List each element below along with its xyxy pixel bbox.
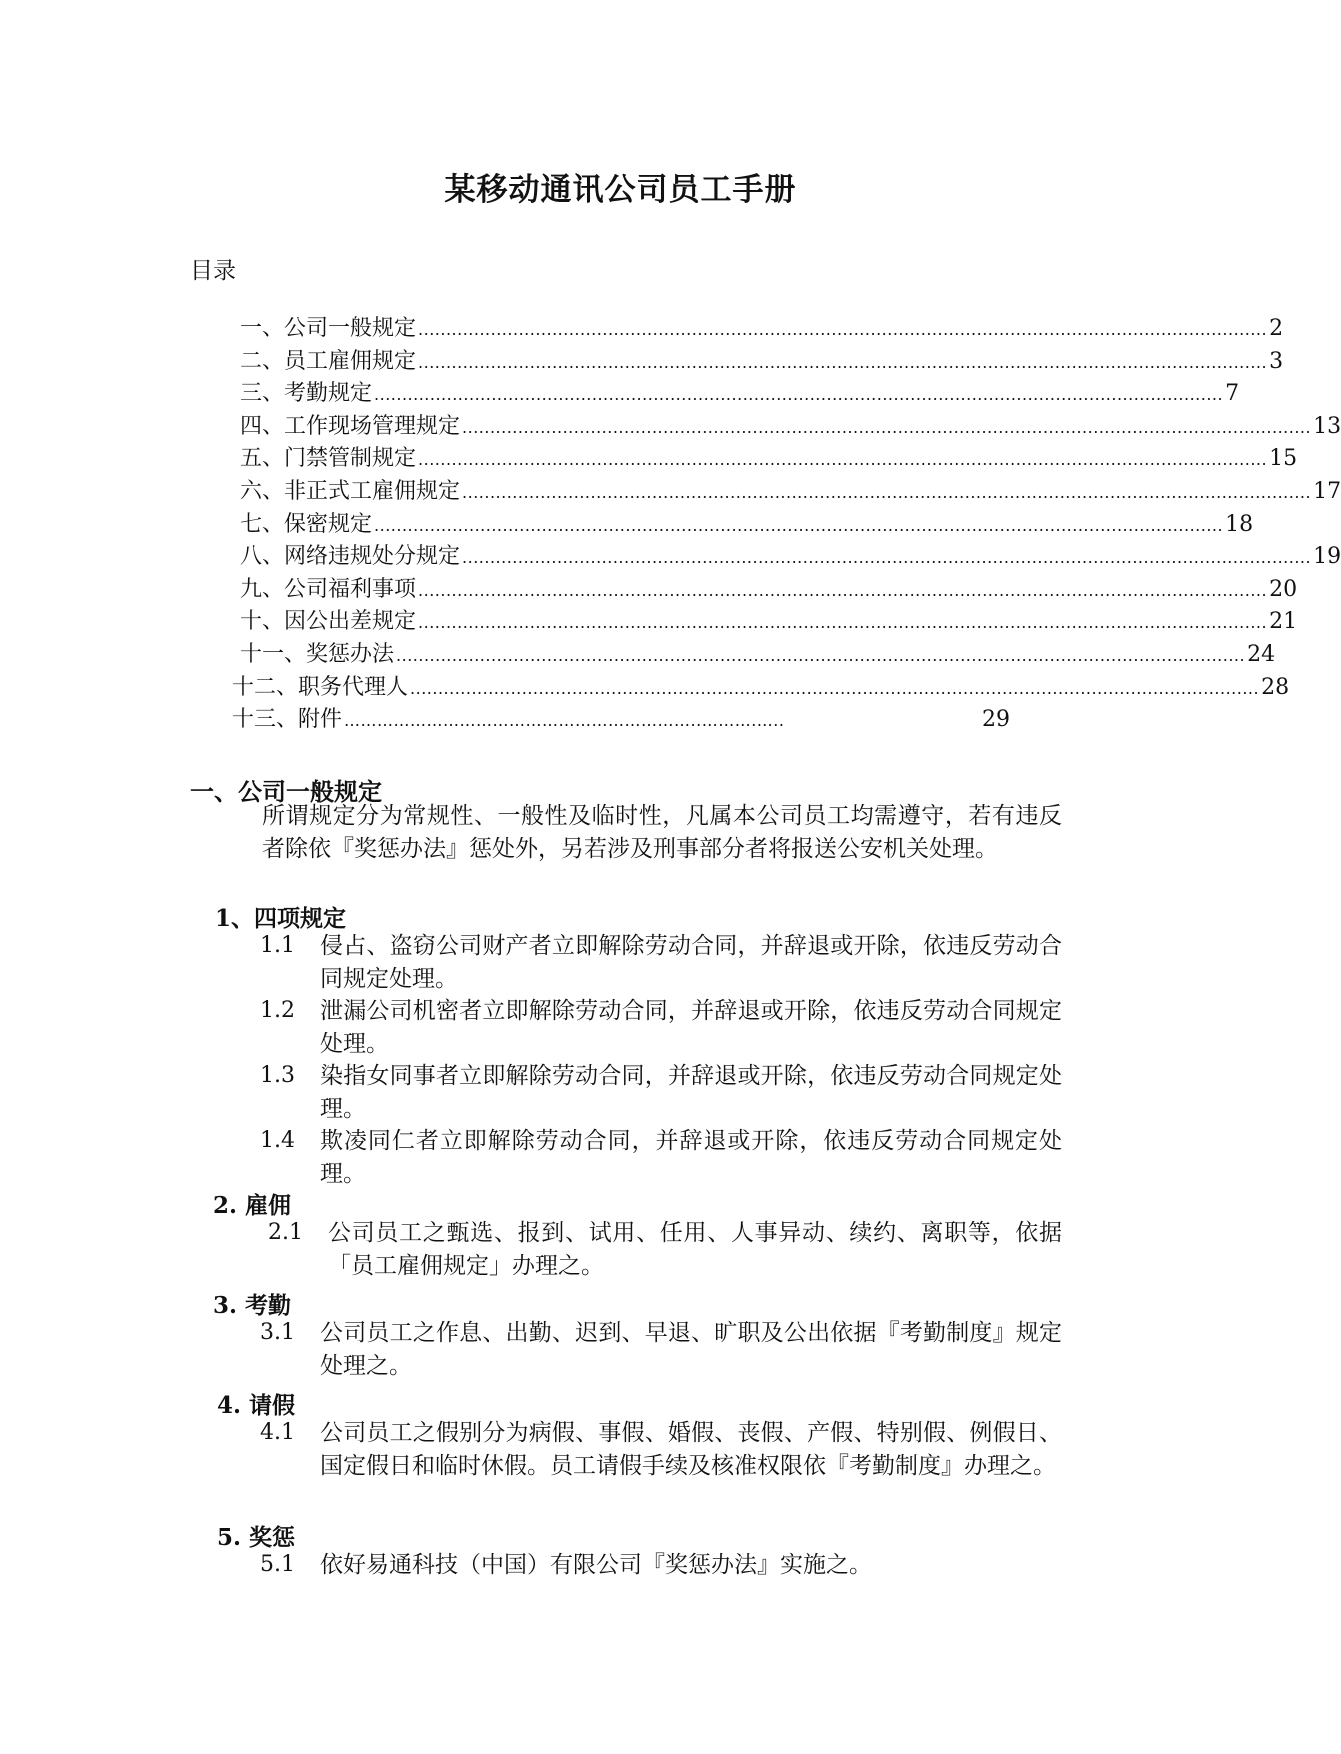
item-text: 公司员工之甄选、报到、试用、任用、人事异动、续约、离职等，依据「员工雇佣规定」办理之。 <box>328 1220 1062 1279</box>
subsection-heading: 5. 奖惩 <box>217 1524 296 1551</box>
toc-entry-page: 3 <box>1269 348 1284 374</box>
toc-entry[interactable] <box>240 313 1284 346</box>
table-of-contents <box>232 313 1341 737</box>
subsection-heading: 4. 请假 <box>217 1392 296 1419</box>
toc-entry-title: 二、员工雇佣规定 <box>240 348 417 374</box>
toc-entry[interactable] <box>240 639 1276 672</box>
toc-leader-dots: ........................................................................................................................................................ <box>374 385 1224 405</box>
toc-leader-dots: ........................................................................................................................................................ <box>418 613 1268 633</box>
subsection-heading: 1、四项规定 <box>215 905 347 932</box>
item-text: 侵占、盗窃公司财产者立即解除劳动合同，并辞退或开除，依违反劳动合同规定处理。 <box>320 933 1062 992</box>
item-number: 1.4 <box>260 1128 295 1153</box>
toc-entry-page: 28 <box>1261 674 1290 700</box>
toc-entry[interactable] <box>240 346 1284 379</box>
toc-entry-page: 15 <box>1269 446 1298 472</box>
toc-entry-title: 三、考勤规定 <box>240 381 373 407</box>
toc-entry[interactable] <box>240 443 1298 476</box>
toc-entry-page: 19 <box>1313 544 1341 570</box>
toc-entry-page: 24 <box>1247 641 1276 667</box>
toc-leader-dots: ........................................................................................................................................................ <box>374 515 1224 535</box>
toc-entry[interactable] <box>240 411 1341 444</box>
item-text: 泄漏公司机密者立即解除劳动合同，并辞退或开除，依违反劳动合同规定处理。 <box>320 998 1062 1057</box>
item-number: 2.1 <box>268 1220 303 1245</box>
item-text: 依好易通科技（中国）有限公司『奖惩办法』实施之。 <box>320 1552 872 1578</box>
item-number: 3.1 <box>260 1320 295 1345</box>
list-item <box>260 1549 1062 1582</box>
list-item <box>260 1060 1062 1125</box>
list-item <box>260 1125 1062 1190</box>
toc-entry-page: 20 <box>1269 576 1298 602</box>
item-number: 5.1 <box>260 1552 295 1577</box>
toc-leader-dots: ........................................................................................................................................................ <box>462 482 1312 502</box>
toc-entry-title: 十二、职务代理人 <box>232 674 409 700</box>
toc-entry[interactable] <box>240 476 1341 509</box>
toc-leader-dots: ........................................................................................................................................................ <box>418 580 1268 600</box>
toc-entry-title: 七、保密规定 <box>240 511 373 537</box>
item-text: 公司员工之假别分为病假、事假、婚假、丧假、产假、特别假、例假日、国定假日和临时休假。员工请假手续及核准权限依『考勤制度』办理之。 <box>320 1420 1062 1479</box>
toc-entry-title: 一、公司一般规定 <box>240 316 417 341</box>
toc-entry-title: 十一、奖惩办法 <box>240 641 395 667</box>
toc-entry-title: 九、公司福利事项 <box>240 576 417 602</box>
toc-entry[interactable] <box>232 672 1290 705</box>
item-text: 公司员工之作息、出勤、迟到、早退、旷职及公出依据『考勤制度』规定处理之。 <box>320 1320 1062 1379</box>
toc-entry-page: 13 <box>1313 413 1341 439</box>
toc-entry[interactable] <box>240 574 1298 607</box>
item-number: 4.1 <box>260 1420 295 1445</box>
toc-entry-page: 2 <box>1269 316 1284 341</box>
list-item <box>260 930 1062 995</box>
toc-entry-title: 五、门禁管制规定 <box>240 446 417 472</box>
toc-leader-dots: ………………………………………………………..……….….. <box>344 711 785 731</box>
toc-entry[interactable] <box>240 378 1240 411</box>
section-heading: 一、公司一般规定 <box>190 777 382 806</box>
subsection-heading: 2. 雇佣 <box>213 1192 292 1219</box>
list-item <box>268 1217 1062 1282</box>
toc-leader-dots: ........................................................................................................................................................ <box>418 352 1268 372</box>
item-text: 欺凌同仁者立即解除劳动合同，并辞退或开除，依违反劳动合同规定处理。 <box>320 1128 1062 1187</box>
toc-entry-title: 八、网络违规处分规定 <box>240 544 461 570</box>
item-number: 1.2 <box>260 998 295 1023</box>
toc-entry[interactable] <box>240 509 1254 542</box>
item-number: 1.1 <box>260 933 295 958</box>
toc-entry-title: 六、非正式工雇佣规定 <box>240 478 461 504</box>
toc-leader-dots: ........................................................................................................................................................ <box>462 417 1312 437</box>
item-number: 1.3 <box>260 1063 295 1088</box>
toc-entry-page: 18 <box>1225 511 1254 537</box>
toc-entry-page: 17 <box>1313 478 1341 504</box>
item-text: 染指女同事者立即解除劳动合同，并辞退或开除，依违反劳动合同规定处理。 <box>320 1063 1062 1122</box>
toc-entry[interactable] <box>240 606 1298 639</box>
toc-entry-page: 29 <box>982 707 1010 733</box>
toc-label: 目录 <box>190 258 236 284</box>
list-item <box>260 995 1062 1060</box>
toc-leader-dots: ........................................................................................................................................................ <box>418 320 1268 339</box>
toc-entry-title: 四、工作现场管理规定 <box>240 413 461 439</box>
toc-entry[interactable] <box>240 541 1341 574</box>
toc-leader-dots: ........................................................................................................................................................ <box>410 678 1260 698</box>
list-item <box>260 1417 1062 1482</box>
document-title: 某移动通讯公司员工手册 <box>444 172 797 208</box>
toc-entry[interactable] <box>232 704 1010 737</box>
toc-entry-title: 十三、附件 <box>232 707 343 733</box>
toc-entry-page: 7 <box>1225 381 1240 407</box>
toc-leader-dots: ........................................................................................................................................................ <box>396 645 1246 665</box>
section-intro-paragraph: 所谓规定分为常规性、一般性及临时性，凡属本公司员工均需遵守，若有违反者除依『奖惩办法』惩处外，另若涉及刑事部分者将报送公安机关处理。 <box>262 803 1062 862</box>
toc-leader-dots: ........................................................................................................................................................ <box>418 450 1268 470</box>
toc-entry-page: 21 <box>1269 609 1298 635</box>
toc-leader-dots: ........................................................................................................................................................ <box>462 548 1312 568</box>
subsection-heading: 3. 考勤 <box>213 1292 292 1319</box>
toc-entry-title: 十、因公出差规定 <box>240 609 417 635</box>
list-item <box>260 1317 1062 1382</box>
